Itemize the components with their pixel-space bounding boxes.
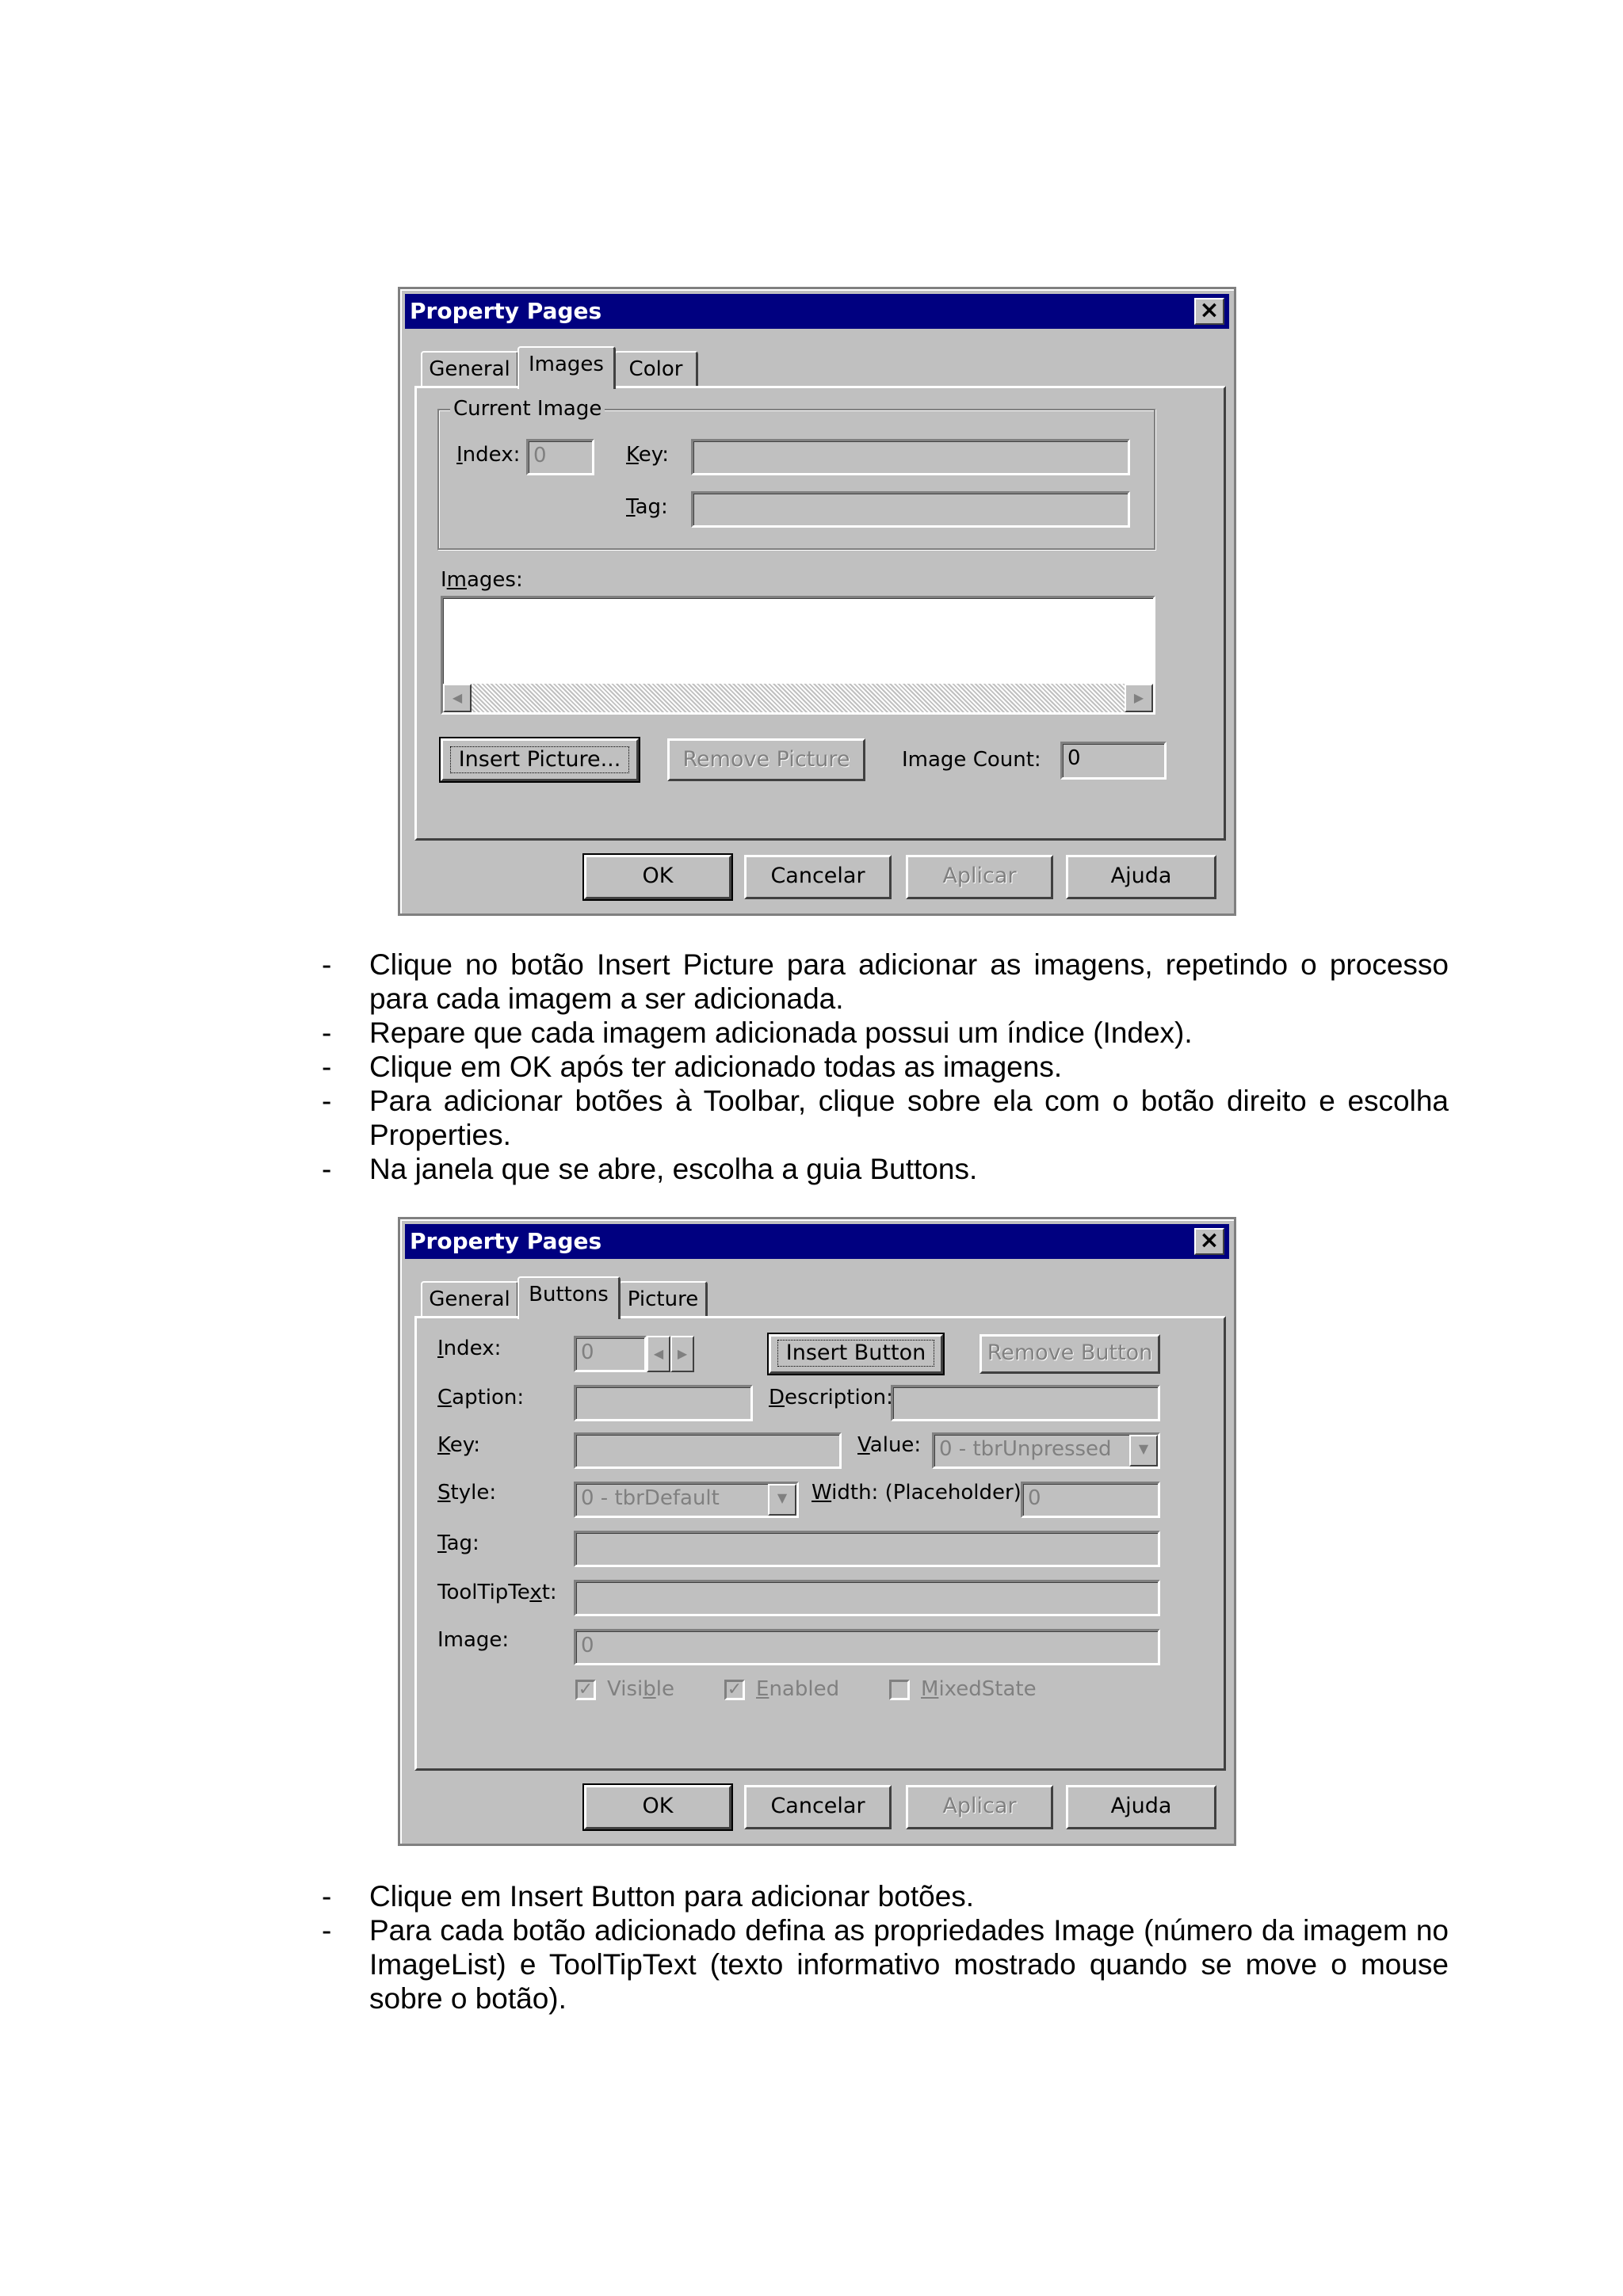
mixedstate-checkbox[interactable] [889, 1680, 910, 1700]
enabled-label: Enabled [756, 1677, 840, 1701]
instruction-list-1: - Clique no botão Insert Picture para adicionar as imagens, repetindo o processo para cada imagem a ser adicionada. - Repare que cada imagem adicionada possui um índice (Index). - Clique em OK após ter adicionado todas as imagens. - Para adicionar botões à Toolbar, clique sobre ela com o botão direito e escolha Properties. - Na janela que se abre, escolha a guia Buttons. [322, 948, 1449, 1185]
chevron-down-icon[interactable]: ▼ [768, 1484, 796, 1516]
description-field[interactable] [891, 1385, 1160, 1421]
ok-button[interactable]: OK [584, 1785, 731, 1829]
tab-color[interactable]: Color [614, 351, 698, 387]
caption-label: Caption: [437, 1386, 525, 1409]
scroll-right-icon[interactable]: ▶ [1125, 684, 1153, 712]
tab-general[interactable]: General [421, 351, 519, 387]
index-label: Index: [456, 443, 521, 467]
key-field[interactable] [574, 1432, 842, 1469]
list-item: Para cada botão adicionado defina as propriedades Image (número da imagem no ImageList) e ToolTipText (texto informativo mostrado quando se move o mouse sobre o botão). [369, 1914, 1449, 2015]
tab-buttons[interactable]: Buttons [517, 1276, 621, 1319]
width-field[interactable]: 0 [1021, 1482, 1160, 1518]
property-pages-dialog-images [398, 287, 1236, 916]
index-field[interactable]: 0 [526, 439, 594, 475]
value-select[interactable]: 0 - tbrUnpressed ▼ [932, 1432, 1160, 1469]
property-pages-dialog-buttons [398, 1217, 1236, 1846]
cancel-button[interactable]: Cancelar [744, 1785, 892, 1829]
value-label: Value: [857, 1433, 922, 1457]
dialog-title-bar[interactable] [405, 1224, 1229, 1259]
image-count-label: Image Count: [902, 748, 1041, 772]
tooltiptext-label: ToolTipText: [437, 1581, 557, 1604]
key-label: Key: [626, 443, 670, 467]
insert-picture-button[interactable]: Insert Picture... [441, 738, 639, 781]
index-spinner-left-icon[interactable]: ◀ [647, 1336, 670, 1372]
style-select[interactable]: 0 - tbrDefault ▼ [574, 1482, 799, 1518]
tooltiptext-field[interactable] [574, 1580, 1160, 1616]
close-icon[interactable]: × [1194, 1228, 1224, 1255]
key-label: Key: [437, 1433, 481, 1457]
visible-label: Visible [607, 1677, 674, 1701]
images-listbox[interactable] [441, 596, 1155, 715]
cancel-button[interactable]: Cancelar [744, 855, 892, 899]
caption-field[interactable] [574, 1385, 753, 1421]
tab-picture[interactable]: Picture [619, 1281, 708, 1318]
list-item: Clique em OK após ter adicionado todas as imagens. [369, 1051, 1063, 1083]
description-label: Description: [769, 1386, 893, 1409]
list-item: Na janela que se abre, escolha a guia Buttons. [369, 1153, 978, 1185]
remove-button-button[interactable]: Remove Button [980, 1334, 1160, 1374]
close-icon[interactable]: × [1194, 298, 1224, 325]
instruction-list-2: - Clique em Insert Button para adicionar botões. - Para cada botão adicionado defina as propriedades Image (número da imagem no ImageList) e ToolTipText (texto informativo mostrado quando se move o mouse sobre o botão). [322, 1880, 1449, 2015]
image-count-field[interactable]: 0 [1060, 742, 1167, 780]
list-item: Clique no botão Insert Picture para adicionar as imagens, repetindo o processo para cada imagem a ser adicionada. [369, 948, 1449, 1015]
insert-button-button[interactable]: Insert Button [769, 1334, 943, 1374]
enabled-checkbox[interactable]: ✓ [724, 1680, 745, 1700]
tab-panel [414, 1316, 1226, 1771]
dialog-title: Property Pages [410, 1228, 602, 1254]
key-field[interactable] [691, 439, 1130, 475]
ok-button[interactable]: OK [584, 855, 731, 899]
help-button[interactable]: Ajuda [1066, 855, 1216, 899]
tag-label: Tag: [626, 495, 668, 519]
help-button[interactable]: Ajuda [1066, 1785, 1216, 1829]
image-field[interactable]: 0 [574, 1629, 1160, 1665]
tag-field[interactable] [574, 1531, 1160, 1567]
tag-label: Tag: [437, 1531, 479, 1555]
index-field[interactable]: 0 [574, 1336, 647, 1372]
image-label: Image: [437, 1628, 510, 1652]
remove-picture-button[interactable]: Remove Picture [667, 738, 865, 781]
apply-button[interactable]: Aplicar [906, 855, 1053, 899]
list-item: Repare que cada imagem adicionada possui um índice (Index). [369, 1016, 1193, 1049]
list-item: Para adicionar botões à Toolbar, clique sobre ela com o botão direito e escolha Properties. [369, 1085, 1449, 1151]
list-item: Clique em Insert Button para adicionar botões. [369, 1880, 975, 1913]
tab-images[interactable]: Images [517, 346, 616, 389]
current-image-group-title: Current Image [450, 397, 605, 421]
mixedstate-label: MixedState [921, 1677, 1037, 1701]
dialog-title: Property Pages [410, 298, 602, 324]
dialog-title-bar[interactable] [405, 294, 1229, 329]
tab-general[interactable]: General [421, 1281, 519, 1318]
apply-button[interactable]: Aplicar [906, 1785, 1053, 1829]
width-label: Width: (Placeholder) [812, 1481, 1022, 1505]
style-label: Style: [437, 1481, 497, 1505]
images-label: Images: [441, 568, 523, 592]
chevron-down-icon[interactable]: ▼ [1129, 1435, 1158, 1466]
current-image-group [437, 397, 1155, 550]
tag-field[interactable] [691, 491, 1130, 528]
tab-panel [414, 386, 1226, 841]
scroll-left-icon[interactable]: ◀ [443, 684, 472, 712]
index-spinner-right-icon[interactable]: ▶ [670, 1336, 694, 1372]
index-label: Index: [437, 1337, 502, 1360]
visible-checkbox[interactable]: ✓ [575, 1680, 596, 1700]
horizontal-scrollbar[interactable] [472, 684, 1125, 712]
